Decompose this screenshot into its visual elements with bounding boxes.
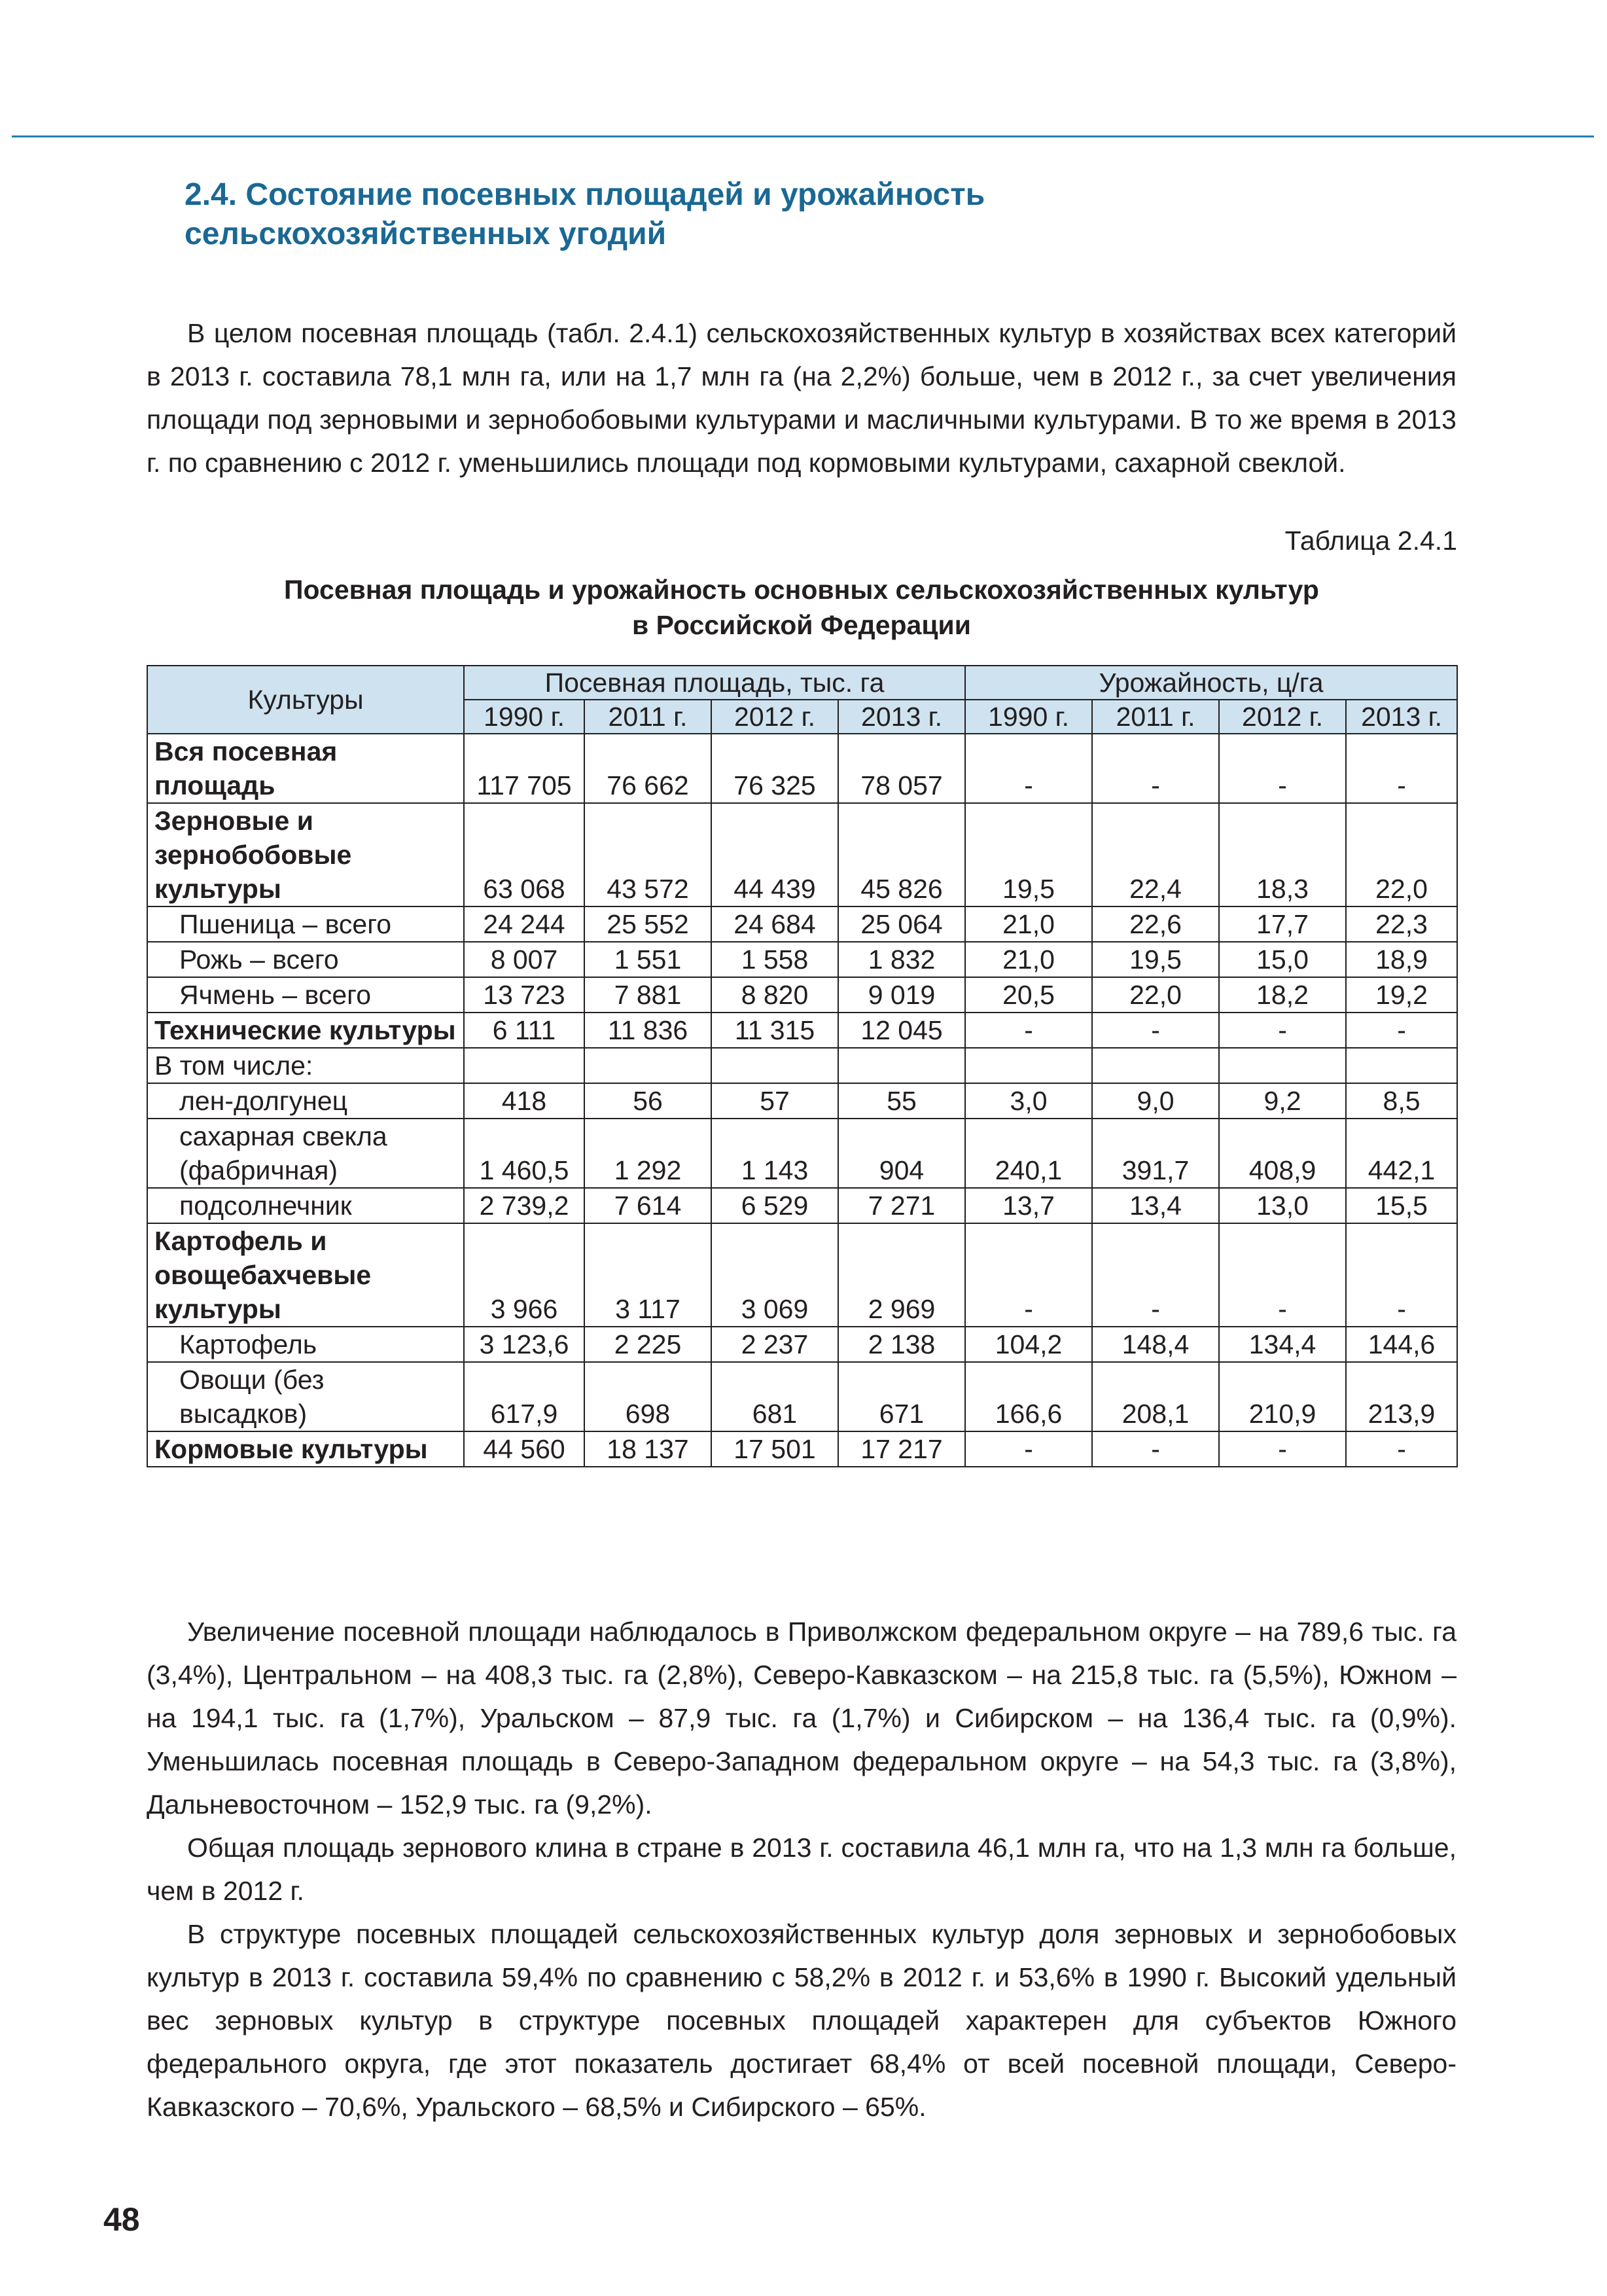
header-area-group: Посевная площадь, тыс. га [464, 666, 965, 700]
yield-value-cell: - [1219, 734, 1346, 803]
yield-value-cell: - [965, 1013, 1092, 1048]
intro-paragraph: В целом посевная площадь (табл. 2.4.1) сельскохозяйственных культур в хозяйствах всех категорий в 2013 г. составила 78,1 млн га, или на 1,7 млн га (на 2,2%) больше, чем в 2012 г., за счет увеличения площади под зерновыми и зернобобовыми культурами и масличными культурами. В то же время в 2013 г. по сравнению с 2012 г. уменьшились площади под кормовыми культурами, сахарной свеклой. [147, 318, 1457, 478]
area-value-cell: 1 832 [838, 942, 965, 977]
body-paragraph: Увеличение посевной площади наблюдалось в Приволжском федеральном округе – на 789,6 тыс. га (3,4%), Центральном – на 408,3 тыс. га (2,8%), Северо-Кавказском – на 215,8 тыс. га (5,5%), Южном – на 194,1 тыс. га (1,7%), Уральском – 87,9 тыс. га (1,7%) и Сибирском – на 136,4 тыс. га (0,9%). Уменьшилась посевная площадь в Северо-Западном федеральном округе – на 54,3 тыс. га (3,8%), Дальневосточном – 152,9 тыс. га (9,2%). [147, 1617, 1457, 1820]
area-value-cell: 6 529 [711, 1188, 838, 1223]
header-year: 2013 г. [1346, 700, 1457, 734]
area-value-cell: 6 111 [464, 1013, 584, 1048]
area-value-cell: 24 244 [464, 906, 584, 942]
yield-value-cell: - [1092, 734, 1219, 803]
yield-value-cell: - [1092, 1013, 1219, 1048]
area-value-cell: 12 045 [838, 1013, 965, 1048]
yield-value-cell: 3,0 [965, 1083, 1092, 1119]
yield-value-cell: 408,9 [1219, 1119, 1346, 1188]
crop-name-cell: В том числе: [147, 1048, 464, 1083]
area-value-cell: 17 217 [838, 1431, 965, 1467]
yield-value-cell: 210,9 [1219, 1362, 1346, 1431]
header-year: 2013 г. [838, 700, 965, 734]
yield-value-cell: - [965, 1223, 1092, 1327]
area-value-cell: 25 552 [584, 906, 711, 942]
table-row [147, 1188, 1457, 1223]
yield-value-cell: 166,6 [965, 1362, 1092, 1431]
section-heading-line2: сельскохозяйственных угодий [185, 217, 667, 251]
table-row [147, 734, 1457, 803]
yield-value-cell [1219, 1048, 1346, 1083]
yield-value-cell: 9,2 [1219, 1083, 1346, 1119]
table-title-line2: в Российской Федерации [632, 610, 971, 640]
crop-name-cell: Ячмень – всего [147, 977, 464, 1013]
yield-value-cell: - [1346, 1431, 1457, 1467]
header-year: 1990 г. [464, 700, 584, 734]
header-rule [12, 135, 1594, 137]
area-value-cell: 76 662 [584, 734, 711, 803]
table-row [147, 942, 1457, 977]
crop-name-cell: Картофель [147, 1327, 464, 1362]
yield-value-cell: 144,6 [1346, 1327, 1457, 1362]
yield-value-cell: - [965, 734, 1092, 803]
table-row [147, 906, 1457, 942]
yield-value-cell: 148,4 [1092, 1327, 1219, 1362]
yield-value-cell: - [965, 1431, 1092, 1467]
yield-value-cell: 208,1 [1092, 1362, 1219, 1431]
table-row [147, 1223, 1457, 1327]
area-value-cell: 17 501 [711, 1431, 838, 1467]
table-row [147, 1119, 1457, 1188]
area-value-cell: 117 705 [464, 734, 584, 803]
yield-value-cell: - [1346, 734, 1457, 803]
area-value-cell: 9 019 [838, 977, 965, 1013]
yield-value-cell: 22,0 [1346, 803, 1457, 906]
section-heading [185, 175, 1428, 254]
table-header-row [147, 666, 1457, 700]
area-value-cell: 617,9 [464, 1362, 584, 1431]
yield-value-cell: 21,0 [965, 906, 1092, 942]
area-value-cell: 18 137 [584, 1431, 711, 1467]
yield-value-cell: 8,5 [1346, 1083, 1457, 1119]
crop-name-cell: Вся посевная площадь [147, 734, 464, 803]
table-title [147, 572, 1457, 643]
yield-value-cell: - [1219, 1223, 1346, 1327]
yield-value-cell: 22,6 [1092, 906, 1219, 942]
area-value-cell: 44 439 [711, 803, 838, 906]
area-value-cell: 3 069 [711, 1223, 838, 1327]
yield-value-cell: - [1346, 1013, 1457, 1048]
area-value-cell: 1 558 [711, 942, 838, 977]
header-yield-group: Урожайность, ц/га [965, 666, 1457, 700]
table-row [147, 1362, 1457, 1431]
area-value-cell: 13 723 [464, 977, 584, 1013]
yield-value-cell: 104,2 [965, 1327, 1092, 1362]
area-value-cell: 56 [584, 1083, 711, 1119]
yield-value-cell: - [1219, 1431, 1346, 1467]
yield-value-cell: - [1092, 1431, 1219, 1467]
area-value-cell: 55 [838, 1083, 965, 1119]
crop-name-cell: Картофель и овощебахчевые культуры [147, 1223, 464, 1327]
area-value-cell [584, 1048, 711, 1083]
area-value-cell: 24 684 [711, 906, 838, 942]
yield-value-cell: 442,1 [1346, 1119, 1457, 1188]
yield-value-cell: 213,9 [1346, 1362, 1457, 1431]
yield-value-cell [1346, 1048, 1457, 1083]
table-title-line1: Посевная площадь и урожайность основных сельскохозяйственных культур [284, 575, 1319, 605]
table-row [147, 1083, 1457, 1119]
area-value-cell: 1 460,5 [464, 1119, 584, 1188]
yield-value-cell: 17,7 [1219, 906, 1346, 942]
yield-value-cell: - [1092, 1223, 1219, 1327]
table-row [147, 1048, 1457, 1083]
area-value-cell: 1 551 [584, 942, 711, 977]
header-year: 2012 г. [1219, 700, 1346, 734]
area-value-cell: 3 966 [464, 1223, 584, 1327]
area-value-cell [464, 1048, 584, 1083]
header-year: 2011 г. [584, 700, 711, 734]
yield-value-cell: 18,2 [1219, 977, 1346, 1013]
area-value-cell: 25 064 [838, 906, 965, 942]
yield-value-cell: 20,5 [965, 977, 1092, 1013]
table-row [147, 1431, 1457, 1467]
area-value-cell: 1 292 [584, 1119, 711, 1188]
yield-value-cell: 18,3 [1219, 803, 1346, 906]
area-value-cell: 2 138 [838, 1327, 965, 1362]
area-value-cell [838, 1048, 965, 1083]
area-value-cell: 3 123,6 [464, 1327, 584, 1362]
area-value-cell: 2 739,2 [464, 1188, 584, 1223]
area-value-cell: 7 271 [838, 1188, 965, 1223]
yield-value-cell: 13,7 [965, 1188, 1092, 1223]
yield-value-cell: - [1219, 1013, 1346, 1048]
yield-value-cell [965, 1048, 1092, 1083]
yield-value-cell: 22,3 [1346, 906, 1457, 942]
yield-value-cell: 240,1 [965, 1119, 1092, 1188]
crop-name-cell: Овощи (без высадков) [147, 1362, 464, 1431]
yield-value-cell: 22,4 [1092, 803, 1219, 906]
area-value-cell: 418 [464, 1083, 584, 1119]
table-body [147, 734, 1457, 1467]
yield-value-cell: 19,2 [1346, 977, 1457, 1013]
area-value-cell: 2 225 [584, 1327, 711, 1362]
yield-value-cell: 19,5 [1092, 942, 1219, 977]
area-value-cell: 45 826 [838, 803, 965, 906]
page-number: 48 [103, 2201, 140, 2238]
body-paragraph: В структуре посевных площадей сельскохозяйственных культур доля зерновых и зернобобовых культур в 2013 г. составила 59,4% по сравнению с 58,2% в 2012 г. и 53,6% в 1990 г. Высокий удельный вес зерновых культур в структуре посевных площадей характерен для субъектов Южного федерального округа, где этот показатель достигает 68,4% от всей посевной площади, Северо-Кавказского – 70,6%, Уральского – 68,5% и Сибирского – 65%. [147, 1919, 1457, 2122]
area-value-cell: 8 820 [711, 977, 838, 1013]
area-value-cell [711, 1048, 838, 1083]
area-value-cell: 57 [711, 1083, 838, 1119]
header-year: 1990 г. [965, 700, 1092, 734]
yield-value-cell: 134,4 [1219, 1327, 1346, 1362]
area-value-cell: 7 881 [584, 977, 711, 1013]
crop-name-cell: подсолнечник [147, 1188, 464, 1223]
header-crops: Культуры [147, 666, 464, 734]
header-year: 2011 г. [1092, 700, 1219, 734]
table-row [147, 977, 1457, 1013]
area-value-cell: 8 007 [464, 942, 584, 977]
header-year: 2012 г. [711, 700, 838, 734]
yield-value-cell: 22,0 [1092, 977, 1219, 1013]
table-row [147, 1327, 1457, 1362]
yield-value-cell [1092, 1048, 1219, 1083]
crops-table [147, 665, 1458, 1467]
area-value-cell: 3 117 [584, 1223, 711, 1327]
yield-value-cell: 19,5 [965, 803, 1092, 906]
table-row [147, 1013, 1457, 1048]
yield-value-cell: 15,5 [1346, 1188, 1457, 1223]
area-value-cell: 78 057 [838, 734, 965, 803]
yield-value-cell: 21,0 [965, 942, 1092, 977]
crop-name-cell: Пшеница – всего [147, 906, 464, 942]
area-value-cell: 2 969 [838, 1223, 965, 1327]
yield-value-cell: 391,7 [1092, 1119, 1219, 1188]
yield-value-cell: 15,0 [1219, 942, 1346, 977]
area-value-cell: 7 614 [584, 1188, 711, 1223]
yield-value-cell: 9,0 [1092, 1083, 1219, 1119]
area-value-cell: 1 143 [711, 1119, 838, 1188]
area-value-cell: 63 068 [464, 803, 584, 906]
area-value-cell: 2 237 [711, 1327, 838, 1362]
area-value-cell: 44 560 [464, 1431, 584, 1467]
area-value-cell: 681 [711, 1362, 838, 1431]
yield-value-cell: 13,4 [1092, 1188, 1219, 1223]
area-value-cell: 76 325 [711, 734, 838, 803]
yield-value-cell: 13,0 [1219, 1188, 1346, 1223]
crop-name-cell: Рожь – всего [147, 942, 464, 977]
table-row [147, 803, 1457, 906]
crop-name-cell: лен-долгунец [147, 1083, 464, 1119]
crop-name-cell: сахарная свекла (фабричная) [147, 1119, 464, 1188]
crop-name-cell: Технические культуры [147, 1013, 464, 1048]
area-value-cell: 698 [584, 1362, 711, 1431]
table-label: Таблица 2.4.1 [1284, 526, 1457, 556]
area-value-cell: 904 [838, 1119, 965, 1188]
body-paragraph: Общая площадь зернового клина в стране в 2013 г. составила 46,1 млн га, что на 1,3 млн га больше, чем в 2012 г. [147, 1833, 1457, 1906]
area-value-cell: 671 [838, 1362, 965, 1431]
area-value-cell: 11 315 [711, 1013, 838, 1048]
yield-value-cell: - [1346, 1223, 1457, 1327]
crop-name-cell: Зерновые и зернобобовые культуры [147, 803, 464, 906]
area-value-cell: 43 572 [584, 803, 711, 906]
area-value-cell: 11 836 [584, 1013, 711, 1048]
crop-name-cell: Кормовые культуры [147, 1431, 464, 1467]
section-heading-line1: 2.4. Состояние посевных площадей и урожайность [185, 177, 985, 212]
yield-value-cell: 18,9 [1346, 942, 1457, 977]
